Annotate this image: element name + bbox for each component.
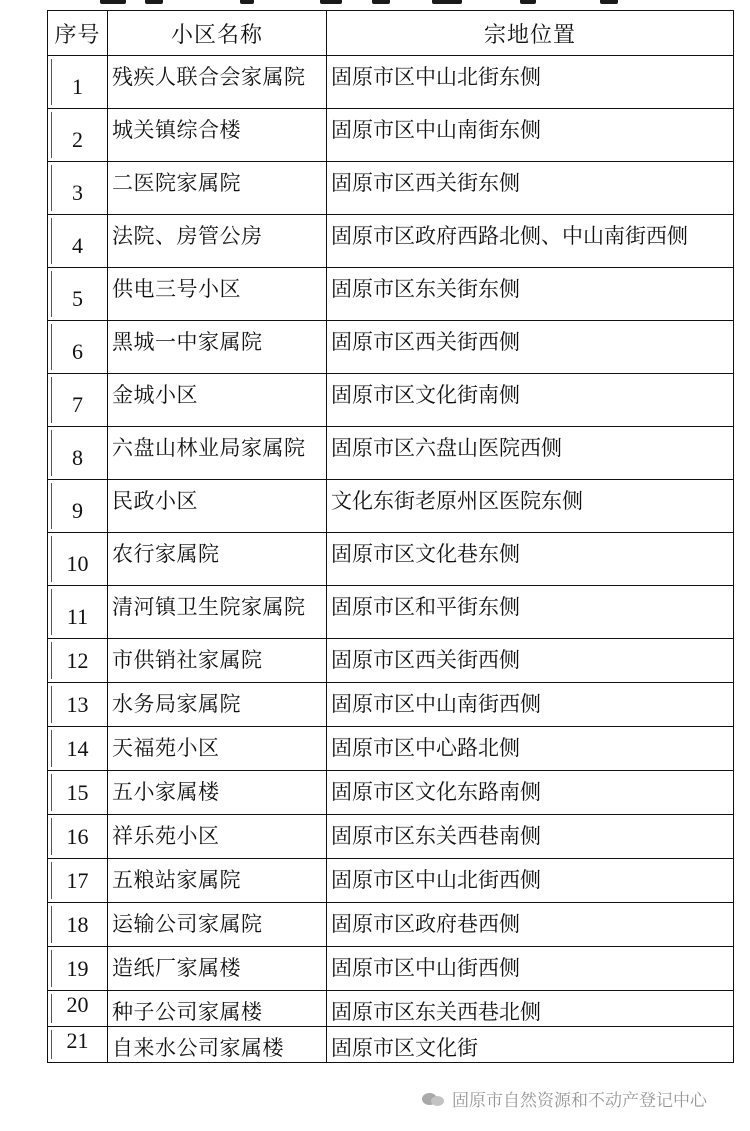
serial-cell: 2 (48, 109, 108, 162)
wechat-icon (422, 1091, 446, 1107)
location-cell: 固原市区中山南街东侧 (327, 109, 734, 162)
community-name-cell: 农行家属院 (108, 533, 327, 586)
table-row (48, 321, 734, 374)
header-location: 宗地位置 (327, 11, 734, 56)
table-header-row (48, 11, 734, 56)
location-cell: 固原市区东关西巷北侧 (327, 991, 734, 1027)
header-serial: 序号 (48, 11, 108, 56)
watermark-text: 固原市自然资源和不动产登记中心 (452, 1091, 707, 1111)
community-name-cell: 五粮站家属院 (108, 859, 327, 903)
location-cell: 固原市区中山北街西侧 (327, 859, 734, 903)
location-cell: 固原市区中心路北侧 (327, 727, 734, 771)
serial-cell: 13 (48, 683, 108, 727)
community-name-cell: 六盘山林业局家属院 (108, 427, 327, 480)
table-row (48, 683, 734, 727)
table-row (48, 639, 734, 683)
cropped-title-fragments (0, 0, 750, 10)
location-cell: 固原市区文化巷东侧 (327, 533, 734, 586)
serial-cell: 5 (48, 268, 108, 321)
community-table (47, 10, 734, 1063)
location-cell: 文化东街老原州区医院东侧 (327, 480, 734, 533)
table-row (48, 480, 734, 533)
table-row (48, 109, 734, 162)
table-row (48, 162, 734, 215)
community-name-cell: 法院、房管公房 (108, 215, 327, 268)
location-cell: 固原市区西关街西侧 (327, 639, 734, 683)
community-name-cell: 自来水公司家属楼 (108, 1027, 327, 1063)
table-row (48, 268, 734, 321)
community-name-cell: 残疾人联合会家属院 (108, 56, 327, 109)
location-cell: 固原市区文化东路南侧 (327, 771, 734, 815)
serial-cell: 18 (48, 903, 108, 947)
table-row (48, 903, 734, 947)
serial-cell: 15 (48, 771, 108, 815)
location-cell: 固原市区文化街 (327, 1027, 734, 1063)
location-cell: 固原市区六盘山医院西侧 (327, 427, 734, 480)
watermark (422, 1086, 707, 1111)
serial-cell: 19 (48, 947, 108, 991)
table-row (48, 859, 734, 903)
serial-cell: 4 (48, 215, 108, 268)
community-name-cell: 运输公司家属院 (108, 903, 327, 947)
community-name-cell: 水务局家属院 (108, 683, 327, 727)
table-row (48, 533, 734, 586)
table-row (48, 727, 734, 771)
location-cell: 固原市区政府巷西侧 (327, 903, 734, 947)
serial-cell: 9 (48, 480, 108, 533)
serial-cell: 11 (48, 586, 108, 639)
table-row (48, 586, 734, 639)
location-cell: 固原市区政府西路北侧、中山南街西侧 (327, 215, 734, 268)
community-name-cell: 五小家属楼 (108, 771, 327, 815)
serial-cell: 10 (48, 533, 108, 586)
header-community-name: 小区名称 (108, 11, 327, 56)
serial-cell: 16 (48, 815, 108, 859)
serial-cell: 7 (48, 374, 108, 427)
location-cell: 固原市区西关街西侧 (327, 321, 734, 374)
table-row (48, 771, 734, 815)
community-name-cell: 祥乐苑小区 (108, 815, 327, 859)
community-name-cell: 造纸厂家属楼 (108, 947, 327, 991)
table-row (48, 1027, 734, 1063)
community-name-cell: 清河镇卫生院家属院 (108, 586, 327, 639)
community-name-cell: 城关镇综合楼 (108, 109, 327, 162)
serial-cell: 3 (48, 162, 108, 215)
table-row (48, 56, 734, 109)
location-cell: 固原市区和平街东侧 (327, 586, 734, 639)
table-row (48, 947, 734, 991)
community-name-cell: 金城小区 (108, 374, 327, 427)
serial-cell: 20 (48, 991, 108, 1027)
serial-cell: 12 (48, 639, 108, 683)
community-name-cell: 市供销社家属院 (108, 639, 327, 683)
community-name-cell: 供电三号小区 (108, 268, 327, 321)
location-cell: 固原市区文化街南侧 (327, 374, 734, 427)
table-row (48, 991, 734, 1027)
community-name-cell: 民政小区 (108, 480, 327, 533)
serial-cell: 6 (48, 321, 108, 374)
community-name-cell: 天福苑小区 (108, 727, 327, 771)
location-cell: 固原市区中山街西侧 (327, 947, 734, 991)
location-cell: 固原市区中山南街西侧 (327, 683, 734, 727)
location-cell: 固原市区中山北街东侧 (327, 56, 734, 109)
table-row (48, 374, 734, 427)
table-row (48, 215, 734, 268)
serial-cell: 1 (48, 56, 108, 109)
community-name-cell: 二医院家属院 (108, 162, 327, 215)
location-cell: 固原市区西关街东侧 (327, 162, 734, 215)
serial-cell: 14 (48, 727, 108, 771)
location-cell: 固原市区东关街东侧 (327, 268, 734, 321)
serial-cell: 8 (48, 427, 108, 480)
table-row (48, 815, 734, 859)
location-cell: 固原市区东关西巷南侧 (327, 815, 734, 859)
serial-cell: 17 (48, 859, 108, 903)
serial-cell: 21 (48, 1027, 108, 1063)
table-row (48, 427, 734, 480)
community-name-cell: 种子公司家属楼 (108, 991, 327, 1027)
community-name-cell: 黑城一中家属院 (108, 321, 327, 374)
